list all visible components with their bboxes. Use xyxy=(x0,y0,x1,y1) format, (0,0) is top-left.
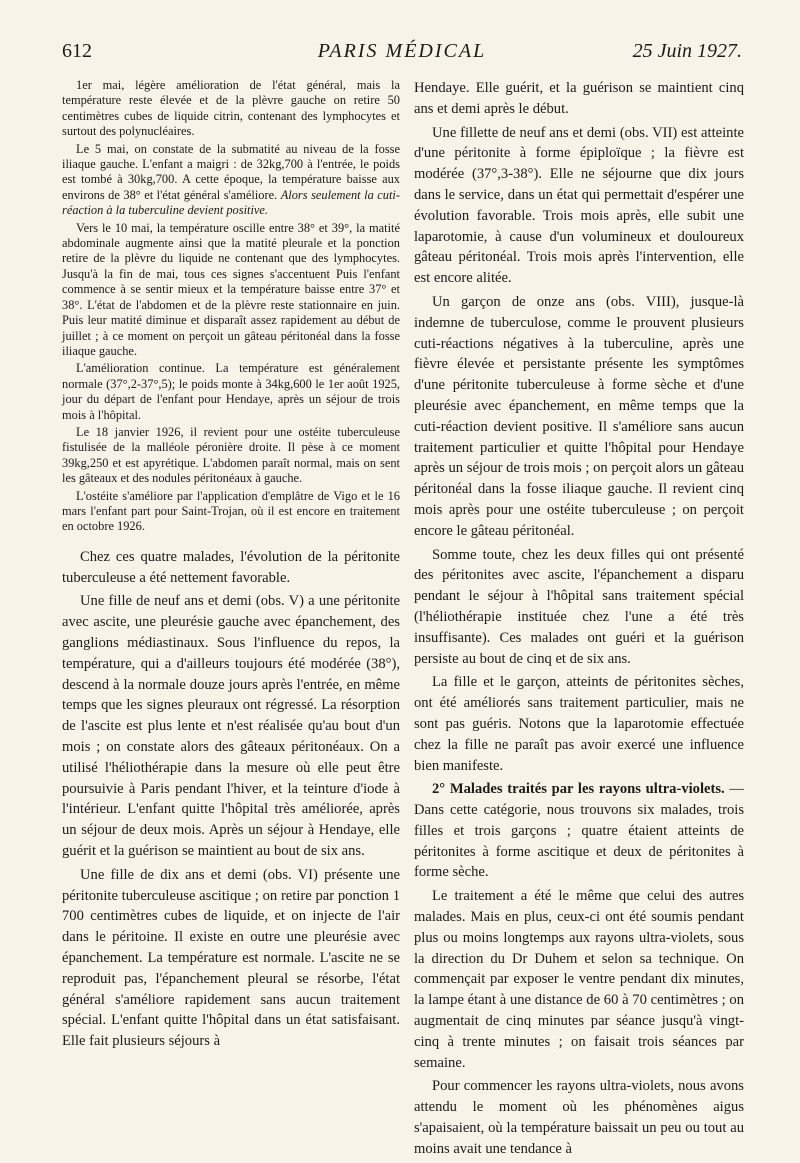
body-paragraph: La fille et le garçon, atteints de péritonites sèches, ont été améliorés sans traitement particulier, mais ne sont pas guéris. Notons que la laparotomie effectuée chez la fille ne paraît pas avoir exercé une influence bien manifeste. xyxy=(414,674,744,774)
note-paragraph: L'ostéite s'améliore par l'application d'emplâtre de Vigo et le 16 mars l'enfant part pour Saint-Trojan, où il est encore en traitement en octobre 1926. xyxy=(62,488,400,534)
journal-title: PARIS MÉDICAL xyxy=(317,40,487,62)
section-paragraph: 2° Malades traités par les rayons ultra-violets. — Dans cette catégorie, nous trouvons six malades, trois filles et trois garçons ; quatre étaient atteints de péritonites à forme ascitique et deux de péritonites à forme sèche. xyxy=(414,781,744,881)
page-number: 612 xyxy=(62,40,92,62)
observation-notes xyxy=(62,78,400,535)
body-paragraph: Une fille de dix ans et demi (obs. VI) présente une péritonite tuberculeuse ascitique ; on retire par ponction 1 700 centimètres cubes de liquide, et on injecte de l'air dans le péritoine. Il existe en outre une pleurésie avec épanchement. La température est normale. L'ascite ne se reproduit pas, l'épanchement pleural se résorbe, l'état général s'améliore rapidement sans aucun traitement spécial. L'enfant quitte l'hôpital dans un état satisfaisant. Elle fait plusieurs séjours à xyxy=(62,866,400,1050)
body-paragraph: Une fillette de neuf ans et demi (obs. VII) est atteinte d'une péritonite à forme épiploïque ; la fièvre est modérée (37°,3-38°). Elle ne séjourne que dix jours dans le service, dans un état qui permettait d'espérer une évolution favorable. Trois mois après, elle subit une laparotomie, à cause d'un volumineux et douloureux gâteau péritonéal. Trois mois après l'intervention, elle est encore alitée. xyxy=(414,124,744,287)
body-paragraph: Hendaye. Elle guérit, et la guérison se maintient cinq ans et demi après le début. xyxy=(414,80,744,117)
left-column xyxy=(62,78,400,1055)
note-paragraph: Le 5 mai, on constate de la submatité au niveau de la fosse iliaque gauche. L'enfant a maigri : de 32kg,700 à l'entrée, le poids est tombé à 30kg,700. A cette époque, la température baisse aux environs de 38° et l'état général s'améliore. Alors seulement la cuti-réaction à la tuberculine devient positive. xyxy=(62,141,400,218)
note-paragraph: Vers le 10 mai, la température oscille entre 38° et 39°, la matité abdominale augmente ainsi que la matité pleurale et la ponction retire de la plèvre du liquide ne contenant que des lymphocytes. Jusqu'à la fin de mai, tous ces signes s'accentuent Puis l'enfant commence à se sentir mieux et la température baisse entre 37° et 38°. L'état de l'abdomen et de la plèvre reste stationnaire en juin. Puis leur matité diminue et disparaît assez rapidement au début de juillet ; à ce moment on perçoit un gâteau péritonéal dans la fosse iliaque gauche. xyxy=(62,220,400,358)
body-paragraph: Un garçon de onze ans (obs. VIII), jusque-là indemne de tuberculose, comme le prouvent plusieurs cuti-réactions négatives à la tuberculine, après une fièvre élevée et persistante présente les symptômes d'une péritonite tuberculeuse à forme sèche et d'une pleurésie avec épanchement, en même temps que la cuti-réaction devient positive. Il s'améliore sans aucun traitement particulier et quitte l'hôpital pour Hendaye après un séjour de trois mois ; on perçoit alors un gâteau péritonéal dans la fosse iliaque gauche. Il revient cinq mois après pour une ostéite tuberculeuse ; on perçoit encore le gâteau péritonéal. xyxy=(414,293,744,539)
section-title: 2° Malades traités par les rayons ultra-violets. xyxy=(432,781,725,798)
page-header xyxy=(62,40,742,70)
body-paragraph: Chez ces quatre malades, l'évolution de la péritonite tuberculeuse a été nettement favorable. xyxy=(62,548,400,586)
body-paragraph: Le traitement a été le même que celui des autres malades. Mais en plus, ceux-ci ont été soumis pendant plus ou moins longtemps aux rayons ultra-violets, sous la direction du Dr Duhem et selon sa technique. On commençait par exposer le ventre pendant dix minutes, la lampe étant à une distance de 60 à 70 centimètres ; on augmentait de cinq minutes par séance jusqu'à vingt-cinq à trente minutes ; on faisait trois séances par semaine. xyxy=(414,888,744,1071)
italic-note: Alors seulement la cuti-réaction à la tuberculine devient positive. xyxy=(62,187,400,218)
note-paragraph: Le 18 janvier 1926, il revient pour une ostéite tuberculeuse fistulisée de la malléole péronière droite. Il pèse à ce moment 39kg,250 et est apyrétique. L'abdomen paraît normal, mais on sent les gâteaux et des nodules péritonéaux à gauche. xyxy=(62,424,400,486)
body-paragraph: Pour commencer les rayons ultra-violets, nous avons attendu le moment où les phénomènes aigus s'apaisaient, où la température baissait un peu ou tout au moins avait une tendance à xyxy=(414,1078,744,1157)
note-paragraph: 1er mai, légère amélioration de l'état général, mais la température reste élevée et de la plèvre gauche on retire 50 centimètres cubes de liquide citrin, contenant des lymphocytes et surtout des polynucléaires. xyxy=(62,78,400,139)
main-text-left xyxy=(62,547,400,1052)
body-paragraph: Une fille de neuf ans et demi (obs. V) a une péritonite avec ascite, une pleurésie gauche avec épanchement, des ganglions médiastinaux. Sous l'influence du repos, la température, qui a d'ailleurs toujours été modérée (38°), descend à la normale douze jours après l'entrée, en même temps que les signes pleuraux ont régressé. La résorption de l'ascite est plus lente et n'est réalisée qu'au bout d'un mois ; on constate alors des gâteaux péritonéaux. On a utilisé l'héliothérapie dans la mesure où elle peut être poursuivie à Paris pendant l'hiver, et la teinture d'iode à l'intérieur. L'enfant quitte l'hôpital très améliorée, après un séjour de deux mois. Après un séjour à Hendaye, elle guérit et la guérison se maintient au bout de six ans. xyxy=(62,593,400,859)
note-paragraph: L'amélioration continue. La température est généralement normale (37°,2-37°,5); le poids monte à 34kg,600 le 1er août 1925, jour du départ de l'enfant pour Hendaye, après un séjour de trois mois à l'hôpital. xyxy=(62,361,400,422)
issue-date: 25 Juin 1927. xyxy=(632,40,742,62)
body-paragraph: Somme toute, chez les deux filles qui ont présenté des péritonites avec ascite, l'épanchement a disparu pendant le séjour à l'hôpital sans traitement spécial (l'héliothérapie instituée chez l'une a été très insuffisante). Ces malades ont guéri et la guérison persiste au bout de cinq et de six ans. xyxy=(414,546,744,667)
right-column xyxy=(414,78,744,1163)
